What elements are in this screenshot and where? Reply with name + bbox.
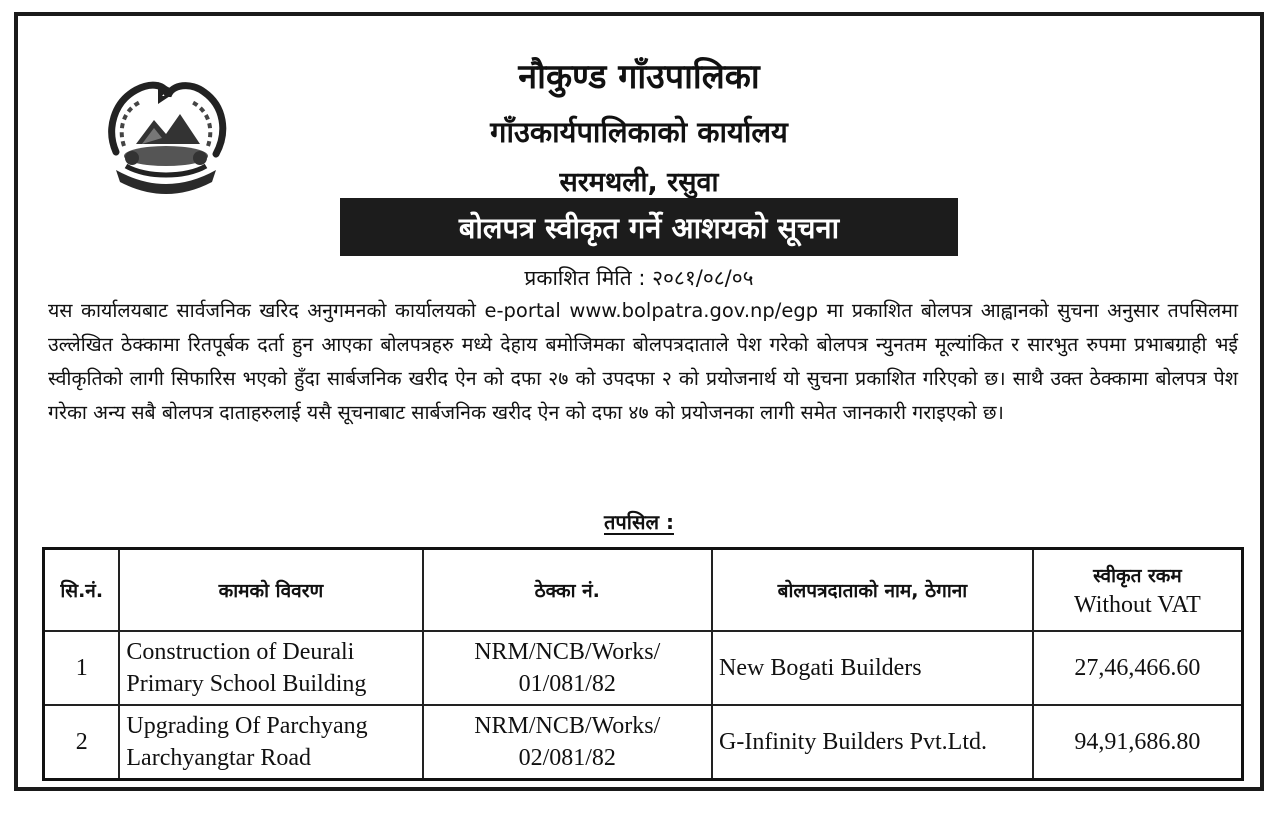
- table-row: [44, 705, 1243, 780]
- work-line: Primary School Building: [126, 671, 367, 697]
- table-header-row: [44, 549, 1243, 632]
- details-heading: [18, 508, 1260, 535]
- office-location: सरमथली, रसुवा: [559, 167, 719, 198]
- table-row: [44, 631, 1243, 705]
- row-contract-number: [423, 631, 713, 705]
- notice-paragraph: यस कार्यालयबाट सार्वजनिक खरिद अनुगमनको कार्यालयको e-portal www.bolpatra.gov.np/egp मा प्रकाशित बोलपत्र आह्वानको सुचना अनुसार तपसिलमा उल्लेखित ठेक्कामा रितपूर्बक दर्ता हुन आएका बोलपत्रहरु मध्ये देहाय बमोजिमका बोलपत्रदाताले पेश गरेको बोलपत्र न्युनतम मूल्यांकित र सारभुत रुपमा प्रभाबग्राही भई स्वीकृतिको लागी सिफारिस भएको हुँदा सार्बजनिक खरीद ऐन को दफा २७ को उपदफा २ को प्रयोजनार्थ यो सुचना प्रकाशित गरिएको छ। साथै उक्त ठेक्कामा बोलपत्र पेश गरेका अन्य सबै बोलपत्र दाताहरुलाई यसै सूचनाबाट सार्बजनिक खरीद ऐन को दफा ४७ को प्रयोजनका लागी समेत जानकारी गराइएको छ।: [48, 299, 1238, 424]
- row-bidder: G-Infinity Builders Pvt.Ltd.: [712, 705, 1033, 780]
- row-sn: 1: [44, 631, 120, 705]
- work-line: Upgrading Of Parchyang: [126, 713, 368, 739]
- header-contract-number: ठेक्का नं.: [423, 549, 713, 632]
- header-amount: [1033, 549, 1243, 632]
- work-line: Larchyangtar Road: [126, 745, 311, 771]
- notice-title-banner: बोलपत्र स्वीकृत गर्ने आशयको सूचना: [340, 198, 958, 256]
- contract-line: NRM/NCB/Works/: [474, 713, 661, 739]
- contract-line: 02/081/82: [518, 745, 616, 771]
- header-work-description: कामको विवरण: [119, 549, 422, 632]
- row-bidder: New Bogati Builders: [712, 631, 1033, 705]
- office-name: गाँउकार्यपालिकाको कार्यालय: [490, 115, 788, 149]
- work-line: Construction of Deurali: [126, 639, 355, 665]
- row-sn: 2: [44, 705, 120, 780]
- row-contract-number: [423, 705, 713, 780]
- row-work-description: [119, 705, 422, 780]
- header-sn: सि.नं.: [44, 549, 120, 632]
- contracts-table: [42, 547, 1244, 781]
- contract-line: NRM/NCB/Works/: [474, 639, 661, 665]
- row-amount: 94,91,686.80: [1033, 705, 1243, 780]
- header-bidder: बोलपत्रदाताको नाम, ठेगाना: [712, 549, 1033, 632]
- org-name: नौकुण्ड गाँउपालिका: [518, 57, 760, 97]
- publish-date: प्रकाशित मिति : २०८१/०८/०५: [524, 266, 754, 290]
- header-amount-label: स्वीकृत रकम: [1093, 564, 1182, 587]
- row-work-description: [119, 631, 422, 705]
- details-label: तपसिल :: [604, 510, 674, 534]
- header-amount-sub: Without VAT: [1074, 591, 1201, 618]
- contract-line: 01/081/82: [518, 671, 616, 697]
- notice-frame: [14, 12, 1264, 791]
- row-amount: 27,46,466.60: [1033, 631, 1243, 705]
